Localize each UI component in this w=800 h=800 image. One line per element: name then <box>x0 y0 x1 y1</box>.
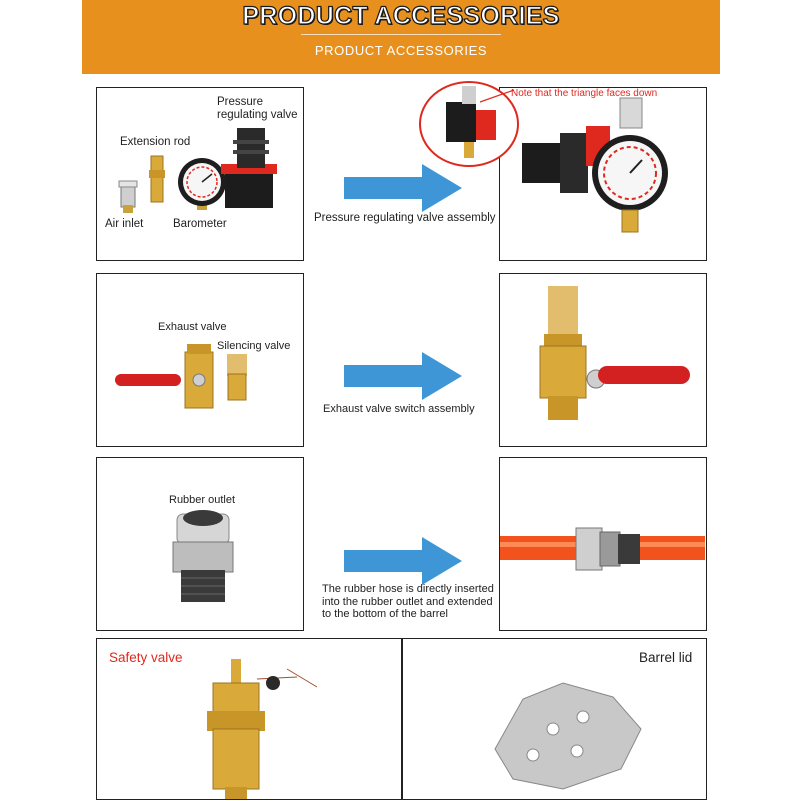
label-rubber-outlet: Rubber outlet <box>169 494 236 506</box>
regulator-assembly-illustration <box>500 88 705 259</box>
exhaust-assembly-illustration <box>500 274 705 445</box>
extension-rod-image <box>149 156 165 202</box>
caption-rubber-hose: The rubber hose is directly inserted into the rubber outlet and extended to the bottom of the barrel <box>322 583 494 620</box>
hose-assembly-illustration <box>500 458 705 629</box>
barometer-image <box>178 158 226 210</box>
label-silencing-valve: Silencing valve <box>217 340 291 352</box>
label-exhaust-valve: Exhaust valve <box>158 321 227 333</box>
caption-exhaust-assembly: Exhaust valve switch assembly <box>323 403 475 415</box>
note-triangle-faces-down: Note that the triangle faces down <box>511 88 658 99</box>
assembly-box-exhaust <box>499 273 707 447</box>
banner-title: PRODUCT ACCESSORIES <box>242 2 560 30</box>
air-inlet-image <box>119 181 137 213</box>
barrel-lid-box <box>402 638 707 800</box>
silencing-valve-image <box>227 354 247 400</box>
parts-box-exhaust <box>96 273 304 447</box>
banner-subtitle: PRODUCT ACCESSORIES <box>314 43 488 58</box>
exhaust-valve-image <box>115 344 213 408</box>
arrow-row2 <box>344 352 464 402</box>
label-pressure-regulating-valve: Pressure regulating valve <box>217 96 298 121</box>
assembly-box-regulator <box>499 87 707 261</box>
regulator-image <box>221 128 277 208</box>
assembly-box-hose <box>499 457 707 631</box>
safety-valve-box <box>96 638 402 800</box>
arrow-row3 <box>344 537 464 587</box>
caption-regulator-assembly: Pressure regulating valve assembly <box>314 212 496 224</box>
label-barometer: Barometer <box>173 218 227 230</box>
exhaust-parts-illustration <box>97 274 302 445</box>
label-barrel-lid: Barrel lid <box>639 650 693 665</box>
header-banner <box>82 0 720 74</box>
rubber-outlet-illustration <box>97 458 302 629</box>
banner-divider <box>301 34 501 35</box>
arrow-row1 <box>344 164 464 214</box>
label-air-inlet: Air inlet <box>105 218 144 230</box>
parts-box-rubber-outlet <box>96 457 304 631</box>
parts-box-regulator <box>96 87 304 261</box>
label-extension-rod: Extension rod <box>120 136 191 148</box>
label-safety-valve: Safety valve <box>109 650 183 665</box>
